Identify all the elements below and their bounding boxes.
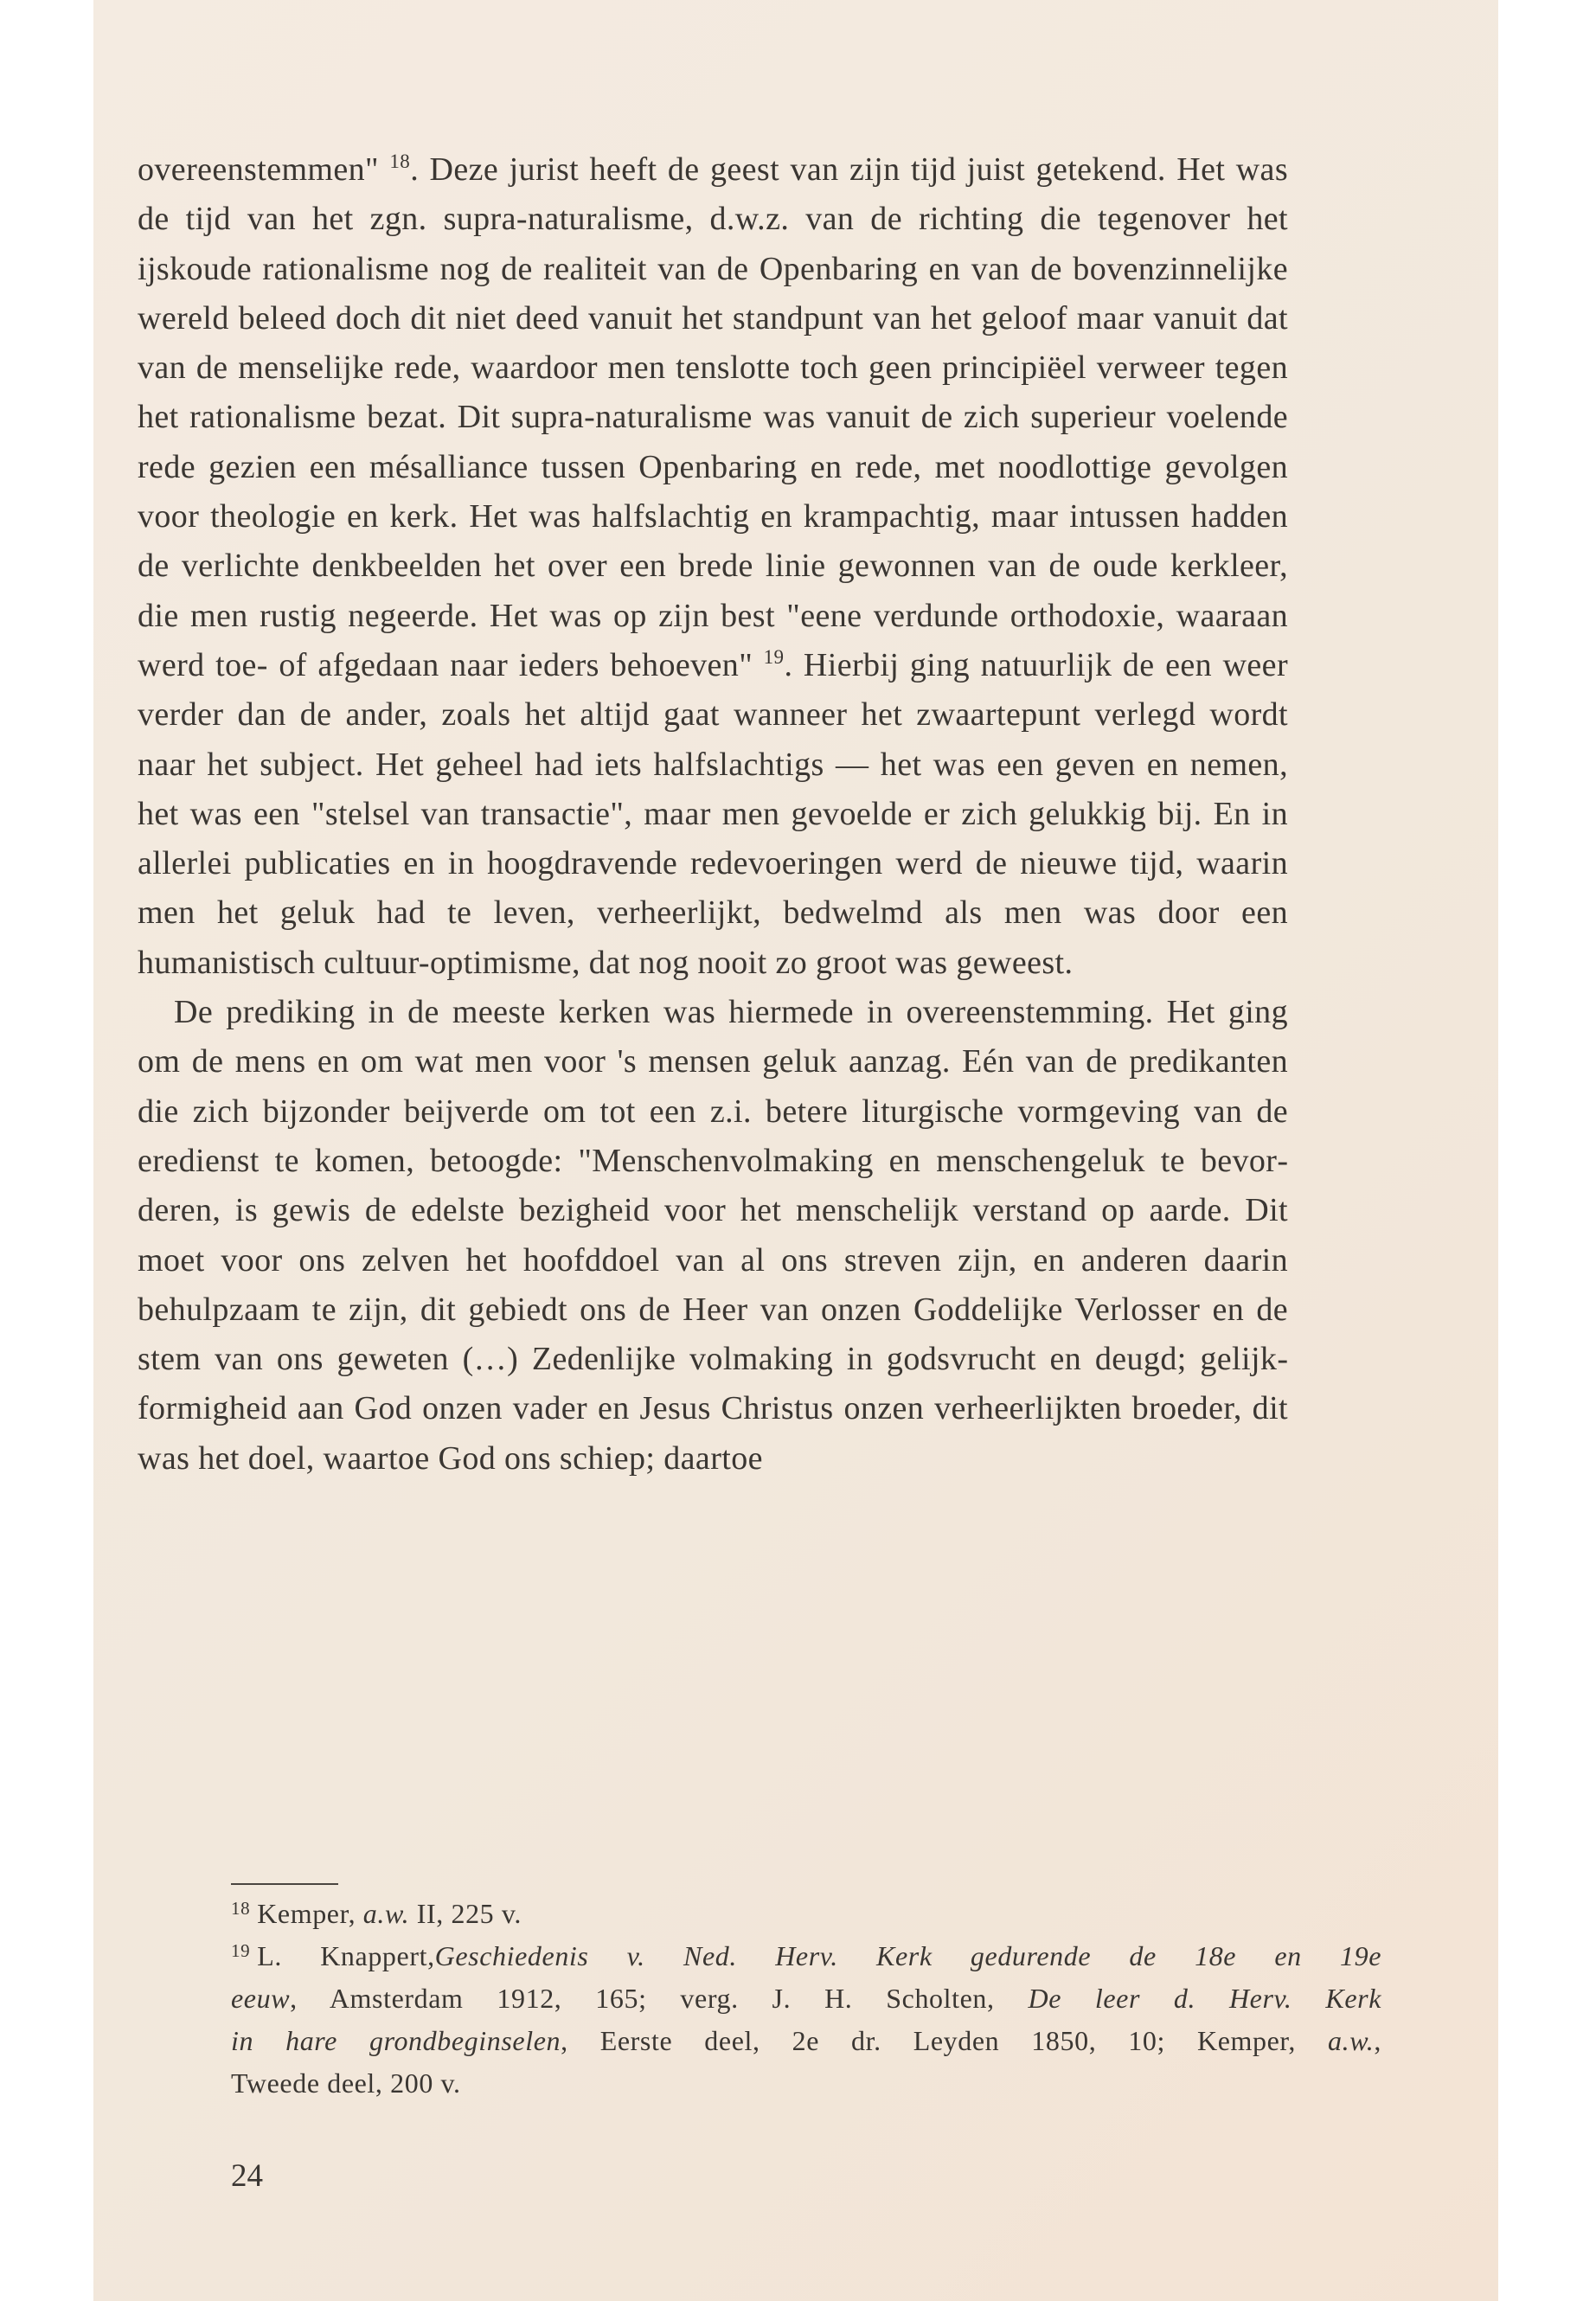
footnote-italic: a.w.: [362, 1898, 410, 1929]
footnote-number: 19: [231, 1940, 251, 1961]
footnote-italic: Geschiedenis v. Ned. Herv. Kerk gedurende de 18e en 19e: [434, 1940, 1382, 1971]
footnote-divider: [231, 1883, 338, 1885]
footnote-text: , Amsterdam 1912, 165; verg. J. H. Scholten,: [290, 1983, 1029, 2014]
paragraph-1: [138, 145, 1288, 988]
footnote-italic: a.w.: [1328, 2025, 1375, 2056]
paragraph-1-part-1: overeenstemmen": [138, 151, 390, 188]
footnote-19-line-2: [231, 1977, 1381, 2020]
footnote-italic: in hare grondbeginselen: [231, 2025, 561, 2056]
paragraph-2: De prediking in de meeste kerken was hiermede in overeenstemming. Het ging om de mens en om wat men voor 's mensen geluk aanzag. Eén van de predikanten die zich bijzonder beijverde om tot een z.i. betere liturgische vormgeving van de eredienst te komen, betoogde: "Menschenvolmaking en menschengeluk te bevorderen, is gewis de edelste bezigheid voor het menschelijk verstand op aarde. Dit moet voor ons zelven het hoofddoel van al ons streven zijn, en anderen daarin behulpzaam te zijn, dit gebiedt ons de Heer van onzen Goddelijke Verlosser en de stem van ons geweten (…) Zedenlijke volmaking in godsvrucht en deugd; gelijkformigheid aan God onzen vader en Jesus Christus onzen verheerlijkten broeder, dit was het doel, waartoe God ons schiep; daartoe: [138, 994, 1288, 1477]
footnote-italic: eeuw: [231, 1983, 291, 2014]
footnotes: [231, 1893, 1381, 2105]
footnote-ref-18: 18: [389, 151, 411, 172]
footnote-19-line-1: [231, 1935, 1381, 1977]
footnote-text: , Eerste deel, 2e dr. Leyden 1850, 10; Kemper,: [561, 2025, 1329, 2056]
footnote-text: ,: [1374, 2025, 1381, 2056]
footnote-text: II, 225 v.: [409, 1898, 522, 1929]
footnote-text: L. Knappert,: [257, 1940, 435, 1971]
footnote-18: [231, 1893, 1381, 1935]
paragraph-1-part-2: . Deze jurist heeft de geest van zijn tijd juist getekend. Het was de tijd van het zgn. supra-naturalisme, d.w.z. van de richting die tegenover het ijskoude rationalisme nog de realiteit van de Openbaring en van de bovenzinnelijke wereld beleed doch dit niet deed vanuit het standpunt van het geloof maar vanuit dat van de menselijke rede, waardoor men tenslotte toch geen principiëel verweer tegen het rationalisme bezat. Dit supra-naturalisme was vanuit de zich superieur voelende rede gezien een mésalliance tussen Openbaring en rede, met noodlottige gevolgen voor theologie en kerk. Het was halfslachtig en krampachtig, maar intussen hadden de verlichte denkbeelden het over een brede linie gewonnen van de oude kerkleer, die men rustig negeerde. Het was op zijn best "eene verdunde orthodoxie, waaraan werd toe- of afgedaan naar ieders behoeven": [138, 151, 1289, 683]
footnote-19-line-4: Tweede deel, 200 v.: [231, 2067, 461, 2099]
footnote-number: 18: [231, 1898, 251, 1919]
footnote-italic: De leer d. Herv. Kerk: [1028, 1983, 1382, 2014]
footnote-ref-19: 19: [763, 645, 785, 668]
footnote-19-line-3: [231, 2020, 1381, 2062]
paragraph-1-part-3: . Hierbij ging natuurlijk de een weer verder dan de ander, zoals het altijd gaat wanneer het zwaartepunt verlegd wordt naar het subject. Het geheel had iets halfslachtigs — het was een geven en nemen, het was een "stelsel van transactie", maar men gevoelde er zich gelukkig bij. En in allerlei publicaties en in hoogdravende redevoeringen werd de nieuwe tijd, waarin men het geluk had te leven, verheerlijkt, bedwelmd als men was door een humanistisch cultuur-optimisme, dat nog nooit zo groot was geweest.: [138, 646, 1288, 981]
footnote-text: Kemper,: [257, 1898, 363, 1929]
body-text: [138, 145, 1288, 1484]
page-number: 24: [231, 2158, 263, 2194]
footnote-19: [231, 1935, 1381, 2105]
